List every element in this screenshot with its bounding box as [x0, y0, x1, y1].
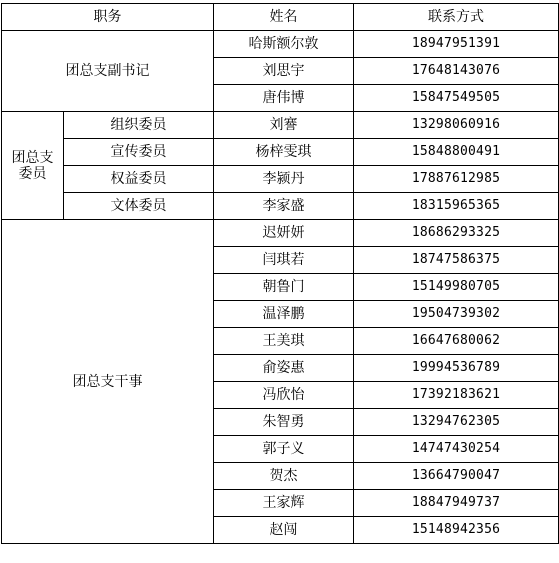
- member-name: 温泽鹏: [214, 301, 354, 328]
- member-name: 王家辉: [214, 490, 354, 517]
- table-row: [2, 31, 559, 58]
- member-phone: 15847549505: [354, 85, 559, 112]
- member-name: 冯欣怡: [214, 382, 354, 409]
- member-name: 朝鲁门: [214, 274, 354, 301]
- sub-role: 宣传委员: [64, 139, 214, 166]
- member-phone: 19504739302: [354, 301, 559, 328]
- member-phone: 15848800491: [354, 139, 559, 166]
- member-phone: 19994536789: [354, 355, 559, 382]
- member-name: 李家盛: [214, 193, 354, 220]
- header-role: 职务: [2, 4, 214, 31]
- member-phone: 18686293325: [354, 220, 559, 247]
- member-phone: 18847949737: [354, 490, 559, 517]
- member-phone: 13294762305: [354, 409, 559, 436]
- member-name: 王美琪: [214, 328, 354, 355]
- member-name: 迟妍妍: [214, 220, 354, 247]
- sub-role: 权益委员: [64, 166, 214, 193]
- member-phone: 13664790047: [354, 463, 559, 490]
- member-phone: 14747430254: [354, 436, 559, 463]
- member-name: 郭子义: [214, 436, 354, 463]
- member-phone: 18747586375: [354, 247, 559, 274]
- member-name: 唐伟博: [214, 85, 354, 112]
- table-row: [2, 139, 559, 166]
- member-phone: 17887612985: [354, 166, 559, 193]
- member-name: 俞姿惠: [214, 355, 354, 382]
- member-name: 哈斯额尔敦: [214, 31, 354, 58]
- member-phone: 18947951391: [354, 31, 559, 58]
- member-phone: 16647680062: [354, 328, 559, 355]
- role-line: 团总支: [11, 149, 54, 166]
- member-phone: 17648143076: [354, 58, 559, 85]
- member-name: 贺杰: [214, 463, 354, 490]
- sub-role: 组织委员: [64, 112, 214, 139]
- member-name: 赵闯: [214, 517, 354, 544]
- role-cell-committee-members: [2, 112, 64, 220]
- role-cell-deputy-secretary: 团总支副书记: [2, 31, 214, 112]
- member-name: 闫琪若: [214, 247, 354, 274]
- member-phone: 15149980705: [354, 274, 559, 301]
- header-contact: 联系方式: [354, 4, 559, 31]
- table-row: [2, 112, 559, 139]
- table-row: [2, 166, 559, 193]
- member-name: 朱智勇: [214, 409, 354, 436]
- table-row: [2, 193, 559, 220]
- member-name: 李颍丹: [214, 166, 354, 193]
- member-phone: 17392183621: [354, 382, 559, 409]
- role-cell-staff: 团总支干事: [2, 220, 214, 544]
- header-row: [2, 4, 559, 31]
- member-phone: 15148942356: [354, 517, 559, 544]
- member-name: 杨梓雯琪: [214, 139, 354, 166]
- table-row: [2, 220, 559, 247]
- roster-table: [1, 3, 559, 544]
- sub-role: 文体委员: [64, 193, 214, 220]
- header-name: 姓名: [214, 4, 354, 31]
- role-line: 委员: [18, 165, 47, 182]
- member-phone: 18315965365: [354, 193, 559, 220]
- member-phone: 13298060916: [354, 112, 559, 139]
- member-name: 刘謇: [214, 112, 354, 139]
- member-name: 刘思宇: [214, 58, 354, 85]
